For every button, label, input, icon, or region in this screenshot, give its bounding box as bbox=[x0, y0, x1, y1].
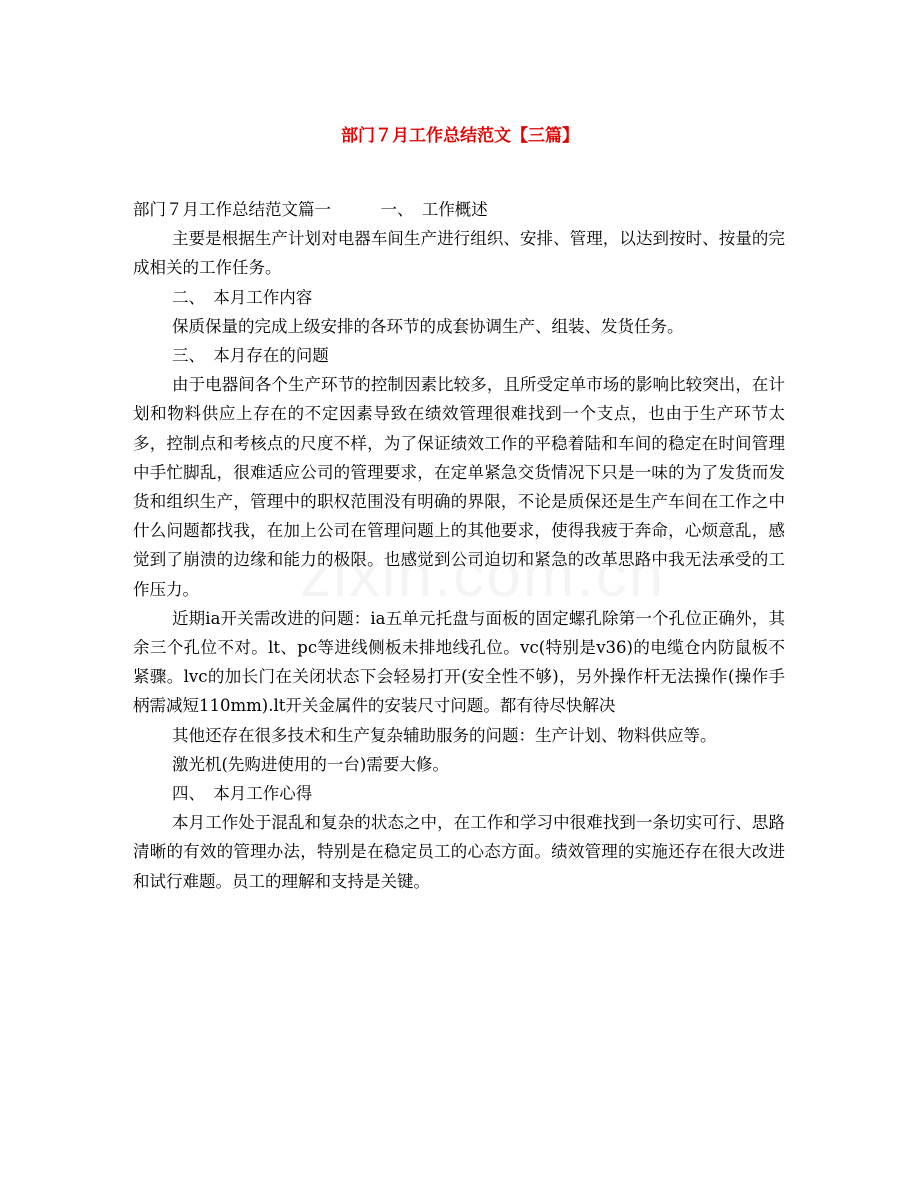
paragraph-laser-machine: 激光机(先购进使用的一台)需要大修。 bbox=[172, 754, 449, 774]
section-heading-insights: 四、 本月工作心得 bbox=[172, 784, 313, 804]
paragraph-improvements: 近期ia开关需改进的问题：ia五单元托盘与面板的固定螺孔除第一个孔位正确外，其余三个孔位不对。lt、pc等进线侧板未排地线孔位。vc(特别是v36)的电缆仓内防鼠板不紧骤。lvc的加长门在关闭状态下会轻易打开(安全性不够)，另外操作杆无法操作(操作手柄需减短110mm).lt开关金属件的安装尺寸问题。都有待尽快解决 bbox=[133, 608, 785, 716]
paragraph-content: 保质保量的完成上级安排的各环节的成套协调生产、组装、发货任务。 bbox=[172, 316, 684, 336]
paragraph-other-issues: 其他还存在很多技术和生产复杂辅助服务的问题：生产计划、物料供应等。 bbox=[172, 725, 717, 745]
document-body bbox=[133, 195, 785, 896]
paragraph-overview: 主要是根据生产计划对电器车间生产进行组织、安排、管理，以达到按时、按量的完成相关的工作任务。 bbox=[133, 229, 785, 278]
paragraph-problems: 由于电器间各个生产环节的控制因素比较多，且所受定单市场的影响比较突出，在计划和物料供应上存在的不定因素导致在绩效管理很难找到一个支点，也由于生产环节太多，控制点和考核点的尺度不样，为了保证绩效工作的平稳着陆和车间的稳定在时间管理中手忙脚乱，很难适应公司的管理要求，在定单紧急交货情况下只是一味的为了发货而发货和组织生产，管理中的职权范围没有明确的界限，不论是质保还是生产车间在工作之中什么问题都找我，在加上公司在管理问题上的其他要求，使得我疲于奔命，心烦意乱，感觉到了崩溃的边缘和能力的极限。也感觉到公司迫切和紧急的改革思路中我无法承受的工作压力。 bbox=[133, 375, 785, 599]
document-title: 部门７月工作总结范文【三篇】 bbox=[341, 126, 579, 146]
first-line-heading: 部门７月工作总结范文篇一 一、 工作概述 bbox=[133, 200, 488, 219]
paragraph-insights: 本月工作处于混乱和复杂的状态之中，在工作和学习中很难找到一条切实可行、思路清晰的有效的管理办法，特别是在稳定员工的心态方面。绩效管理的实施还存在很大改进和试行难题。员工的理解和支持是关键。 bbox=[133, 813, 785, 891]
section-heading-problems: 三、 本月存在的问题 bbox=[172, 346, 329, 366]
section-heading-content: 二、 本月工作内容 bbox=[172, 287, 313, 307]
